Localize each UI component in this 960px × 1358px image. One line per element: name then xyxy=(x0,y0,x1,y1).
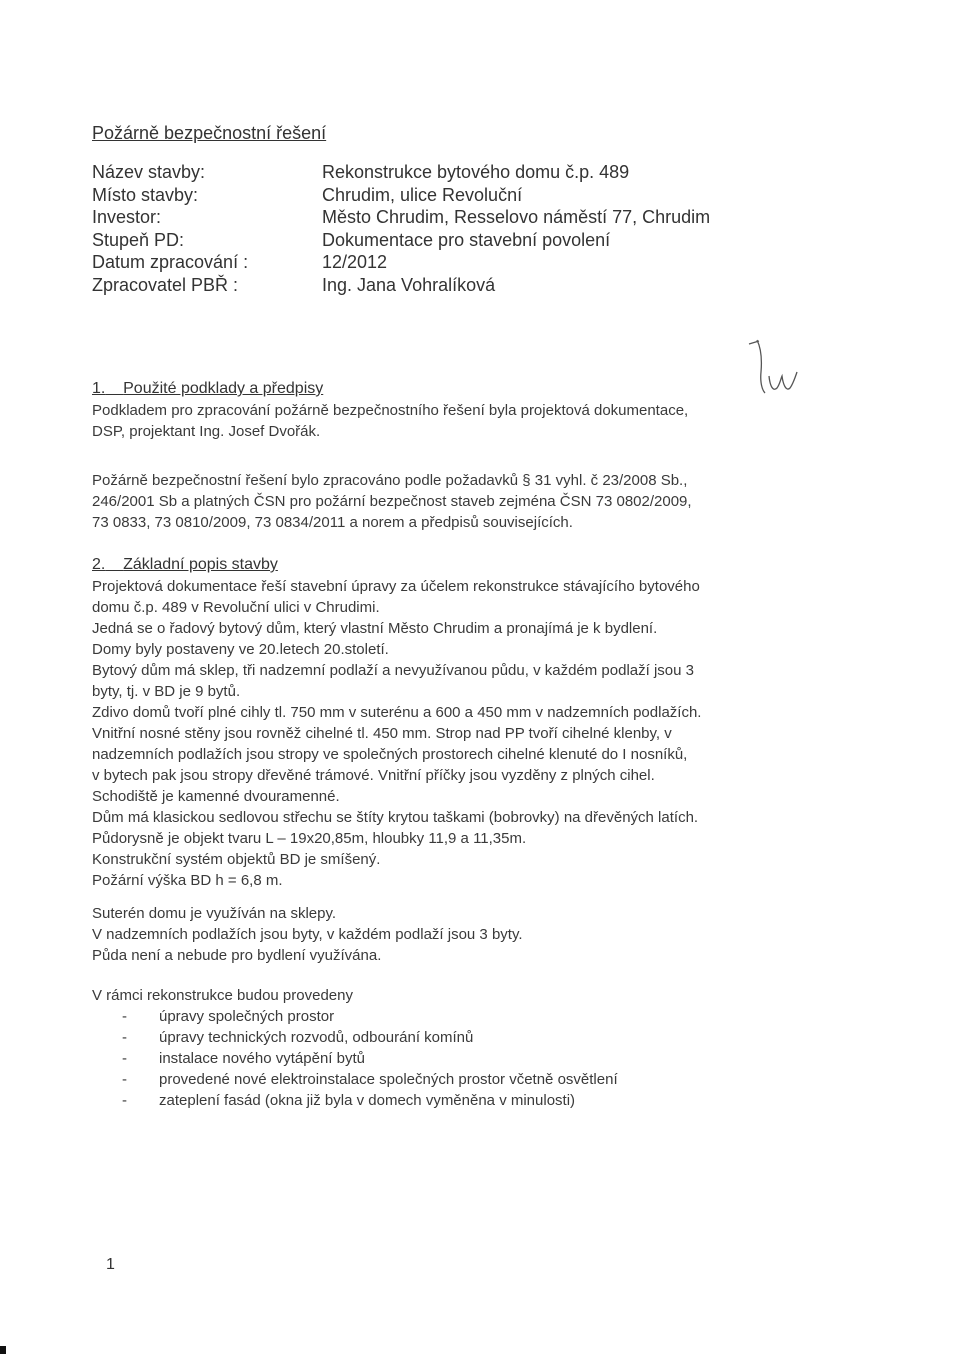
section-title: Základní popis stavby xyxy=(123,556,278,573)
project-info-value: Rekonstrukce bytového domu č.p. 489 xyxy=(322,162,630,182)
project-info-value: Ing. Jana Vohralíková xyxy=(322,274,496,295)
project-info-label: Název stavby: xyxy=(92,162,206,182)
text-line: Dům má klasickou sedlovou střechu se štíty krytou taškami (bobrovky) na dřevěných latích. xyxy=(92,809,699,826)
project-info-value: Dokumentace pro stavební povolení xyxy=(322,229,611,250)
project-info-label: Místo stavby: xyxy=(92,184,199,205)
text-line: nadzemních podlažích jsou stropy ve společných prostorech cihelné klenuté do I nosníků, xyxy=(92,746,688,763)
text-line: 73 0833, 73 0810/2009, 73 0834/2011 a norem a předpisů souvisejících. xyxy=(92,514,573,531)
project-info-label: Investor: xyxy=(92,207,162,227)
list-item xyxy=(122,1090,618,1111)
text-line: Požární výška BD h = 6,8 m. xyxy=(92,872,283,889)
list-item-text: instalace nového vytápění bytů xyxy=(159,1050,365,1067)
section-title: Použité podklady a předpisy xyxy=(123,380,324,397)
text-line: Půdorysně je objekt tvaru L – 19x20,85m, hloubky 11,9 a 11,35m. xyxy=(92,830,527,847)
text-line: Suterén domu je využíván na sklepy. xyxy=(92,905,337,922)
section-2-paragraph xyxy=(92,985,837,1006)
list-item xyxy=(122,1048,618,1069)
section-2-paragraph xyxy=(92,903,837,966)
project-info xyxy=(92,161,710,296)
text-line: Vnitřní nosné stěny jsou rovněž cihelné tl. 450 mm. Strop nad PP tvoří cihelné klenby, v xyxy=(92,725,672,742)
text-line: v bytech pak jsou stropy dřevěné trámové. Vnitřní příčky jsou vyzděny z plných cihel. xyxy=(92,767,655,784)
text-line: byty, tj. v BD je 9 bytů. xyxy=(92,683,241,700)
section-2-heading xyxy=(92,556,278,574)
text-line: Konstrukční systém objektů BD je smíšený. xyxy=(92,851,381,868)
document-title: Požárně bezpečnostní řešení xyxy=(92,123,327,143)
project-info-value: 12/2012 xyxy=(322,252,388,272)
text-line: DSP, projektant Ing. Josef Dvořák. xyxy=(92,423,321,440)
project-info-value: Město Chrudim, Resselovo náměstí 77, Chrudim xyxy=(322,207,711,227)
project-info-row xyxy=(92,251,710,274)
page-number: 1 xyxy=(106,1256,115,1273)
text-line: V rámci rekonstrukce budou provedeny xyxy=(92,987,353,1004)
project-info-label: Datum zpracování : xyxy=(92,252,249,272)
text-line: Projektová dokumentace řeší stavební úpravy za účelem rekonstrukce stávajícího bytového xyxy=(92,578,700,595)
text-line: Jedná se o řadový bytový dům, který vlastní Město Chrudim a pronajímá je k bydlení. xyxy=(92,620,658,637)
section-2-paragraph xyxy=(92,576,837,891)
bullet-dash: - xyxy=(122,1050,127,1067)
section-1-paragraph xyxy=(92,470,837,533)
project-info-row xyxy=(92,206,710,229)
section-1-heading xyxy=(92,380,323,398)
list-item-text: provedené nové elektroinstalace společných prostor včetně osvětlení xyxy=(159,1071,618,1088)
project-info-row xyxy=(92,274,710,297)
renovation-list xyxy=(122,1006,618,1111)
project-info-label: Stupeň PD: xyxy=(92,229,185,250)
project-info-row xyxy=(92,161,710,184)
bullet-dash: - xyxy=(122,1092,127,1109)
list-item xyxy=(122,1027,618,1048)
text-line: domu č.p. 489 v Revoluční ulici v Chrudimi. xyxy=(92,599,380,616)
text-line: Zdivo domů tvoří plné cihly tl. 750 mm v suterénu a 600 a 450 mm v nadzemních podlažích. xyxy=(92,704,702,721)
text-line: 246/2001 Sb a platných ČSN pro požární bezpečnost staveb zejména ČSN 73 0802/2009, xyxy=(92,493,692,510)
text-line: V nadzemních podlažích jsou byty, v každém podlaží jsou 3 byty. xyxy=(92,926,523,943)
section-1-paragraph xyxy=(92,400,837,442)
section-number: 1. xyxy=(92,380,106,397)
text-line: Schodiště je kamenné dvouramenné. xyxy=(92,788,340,805)
project-info-label: Zpracovatel PBŘ : xyxy=(92,274,239,295)
text-line: Půda není a nebude pro bydlení využívána. xyxy=(92,947,382,964)
section-number: 2. xyxy=(92,556,106,573)
bullet-dash: - xyxy=(122,1071,127,1088)
handwritten-signature xyxy=(735,338,825,398)
project-info-row xyxy=(92,184,710,207)
project-info-row xyxy=(92,229,710,252)
list-item-text: zateplení fasád (okna již byla v domech vyměněna v minulosti) xyxy=(159,1092,576,1109)
text-line: Bytový dům má sklep, tři nadzemní podlaží a nevyužívanou půdu, v každém podlaží jsou 3 xyxy=(92,662,694,679)
list-item-text: úpravy technických rozvodů, odbourání komínů xyxy=(159,1029,474,1046)
text-line: Domy byly postaveny ve 20.letech 20.století. xyxy=(92,641,389,658)
list-item-text: úpravy společných prostor xyxy=(159,1008,335,1025)
text-line: Podkladem pro zpracování požárně bezpečnostního řešení byla projektová dokumentace, xyxy=(92,402,689,419)
list-item xyxy=(122,1069,618,1090)
bullet-dash: - xyxy=(122,1029,127,1046)
list-item xyxy=(122,1006,618,1027)
project-info-value: Chrudim, ulice Revoluční xyxy=(322,184,523,205)
text-line: Požárně bezpečnostní řešení bylo zpracováno podle požadavků § 31 vyhl. č 23/2008 Sb., xyxy=(92,472,688,489)
bullet-dash: - xyxy=(122,1008,127,1025)
scan-artifact-mark xyxy=(0,1346,6,1354)
